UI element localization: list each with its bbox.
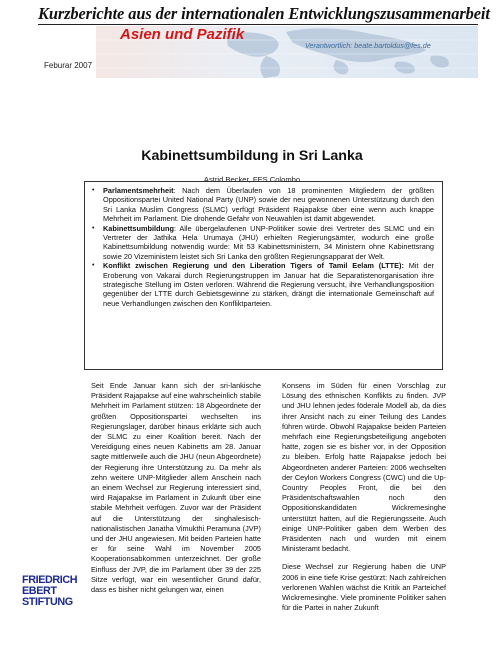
fes-logo: [22, 575, 92, 631]
publication-date: Feburar 2007: [44, 61, 93, 70]
summary-box: [84, 181, 443, 370]
summary-item-label: Konflikt zwischen Regierung und den Liberation Tigers of Tamil Eelam (LTTE):: [103, 261, 404, 271]
series-title: Kurzberichte aus der internationalen Entwicklungszusammenarbeit: [38, 4, 490, 23]
bullet-icon: •: [92, 262, 95, 270]
logo-line: FRIEDRICH: [22, 574, 78, 586]
summary-item-text: : Nach dem Überlaufen von 18 prominenten Mitgliedern der größten Oppositionspartei United National Party (UNP) sowie der neu gewonnenen Unterstützung durch den Sri Lanka Muslim Congress (SLMC) verfügt Präsident Rajapakse über eine wenn auch knappe Mehrheit im Parlament. Die drohende Gefahr von Neuwahlen ist damit abgewendet.: [103, 186, 434, 224]
header-rule: [38, 24, 478, 25]
summary-list: [89, 186, 434, 308]
body-column-right: [282, 381, 446, 613]
logo-line: EBERT: [22, 585, 57, 598]
author-line: Astrid Becker, FES Colombo: [203, 175, 301, 184]
summary-item-text: Mit der Eroberung von Vakarai durch Regierungstruppen im Januar hat die Separatistenorganisation ihre strategische Stellung im Osten verloren. Während die Regierung versucht, ihre Verhandlungsposition gegenüber der LTTE durch Gebietsgewinne zu stärken, drängt die internationale Gemeinschaft auf neue Verhandlungen zwischen den Konfliktparteien.: [103, 261, 434, 308]
bullet-icon: •: [92, 224, 95, 232]
summary-item-label: Kabinettsumbildung: [103, 223, 174, 233]
document-title: Kabinettsumbildung in Sri Lanka: [141, 148, 363, 164]
region-title: Asien und Pazifik: [120, 26, 245, 43]
summary-item: [89, 261, 434, 308]
summary-item-label: Parlamentsmehrheit: [103, 186, 174, 195]
logo-line: STIFTUNG: [22, 596, 73, 609]
responsible-contact[interactable]: Verantwortlich: beate.bartoldus@fes.de: [305, 41, 431, 50]
body-paragraph: Diese Wechsel zur Regierung haben die UNP 2006 in eine tiefe Krise gestürzt: Nach zahlreichen verlorenen Wahlen wächst die Kritik an Parteichef Wickremesinghe. Viele prominente Politiker sahen für die Partei in naher Zukunft: [282, 562, 446, 613]
summary-item: [89, 224, 434, 262]
bullet-icon: •: [92, 187, 95, 194]
body-paragraph: Seit Ende Januar kann sich der sri-lankische Präsident Rajapakse auf eine wahrscheinlich stabile Mehrheit im Parlament stützen: 18 Abgeordnete der größten Oppositionspartei wechselten ins Regierungslager, darüber hinaus erklärte sich auch der SLMC zu einer Koalition bereit. Nach der Vereidigung eines neuen Kabinetts am 28. Januar sagte mittlerweile auch die JHU (neun Abgeordnete) der Regierung ihre Unterstützung zu. Da mehr als zehn weitere UNP-Mitglieder allem Anschein nach an einem Wechsel zur Regierung interessiert sind, wird Rajapakse im Parlament in Zukunft über eine stabile Mehrheit verfügen. Zuvor war der Präsident auf die Unterstützung der singhalesisch-nationalistischen Janatha Vimukthi Peramuna (JVP) und der JHU angewiesen. Mit beiden Parteien hatte er für seine Wahl im November 2005 Kooperationsabkommen unterzeichnet. Der große Einfluss der JVP, die im Parlament über 39 der 225 Sitze verfügt, war ein wesentlicher Grund dafür, dass es bisher nicht gelungen war, einen: [91, 381, 261, 595]
summary-item: [89, 186, 434, 224]
body-paragraph: Konsens im Süden für einen Vorschlag zur Lösung des ethnischen Konflikts zu finden. JVP und JHU lehnen jedes föderale Modell ab, da dies ihrer Ansicht nach zu einer Teilung des Landes führen würde. Obwohl Rajapakse beiden Parteien mehrfach eine Regierungsbeteiligung angeboten hatte, zogen sie es bisher vor, in der Opposition zu bleiben. Erfolg hatte Rajapakse jedoch bei Abgeordneten anderer Parteien: 2006 wechselten der Ceylon Workers Congress (CWC) und die Up-Country Peoples Front, die bei den Präsidentschaftswahlen noch den Oppositionskandidaten Wickremesinghe unterstützt hatten, auf die Regierungsseite. Auch einige UNP-Politiker gaben dem Werben des Präsidenten nach und wurden mit einem Ministeramt bedacht.: [282, 381, 446, 554]
summary-item-text: : Alle übergelaufenen UNP-Politiker sowie drei Vertreter des SLMC und ein Vertreter der Jathika Hela Urumaya (JHU) erhielten Regierungsämter, wodurch eine große Kabinettsumbildung notwendig wurde: Mit 53 Kabinettsministern, 34 Ministern ohne Kabinettsrang sowie 20 Vizeministern leistet sich Sri Lanka den größten Regierungsapparat der Welt.: [103, 223, 434, 261]
body-column-left: [91, 381, 261, 595]
